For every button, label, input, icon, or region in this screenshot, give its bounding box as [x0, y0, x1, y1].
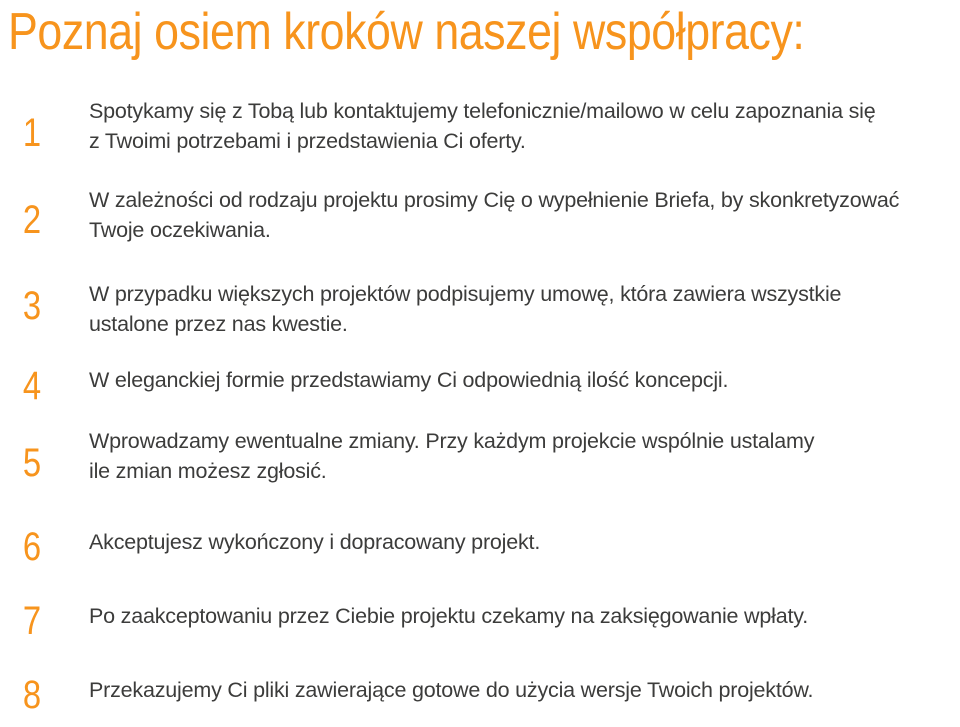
step-text: W zależności od rodzaju projektu prosimy Cię o wypełnienie Briefa, by skonkretyzować Twoje oczekiwania. — [89, 188, 900, 242]
step-number: 2 — [22, 198, 42, 242]
step-text: W przypadku większych projektów podpisujemy umowę, która zawiera wszystkie ustalone przez nas kwestie. — [89, 282, 842, 336]
step-text: Przekazujemy Ci pliki zawierające gotowe do użycia wersje Twoich projektów. — [89, 678, 814, 702]
step-text: Spotykamy się z Tobą lub kontaktujemy telefonicznie/mailowo w celu zapoznania się z Twoimi potrzebami i przedstawienia Ci oferty. — [89, 99, 876, 153]
step-text: Wprowadzamy ewentualne zmiany. Przy każdym projekcie wspólnie ustalamy ile zmian możesz zgłosić. — [89, 429, 815, 483]
step-number: 1 — [22, 111, 42, 155]
step-text: W eleganckiej formie przedstawiamy Ci odpowiednią ilość koncepcji. — [89, 368, 729, 392]
step-number: 4 — [22, 364, 42, 408]
step-text: Po zaakceptowaniu przez Ciebie projektu czekamy na zaksięgowanie wpłaty. — [89, 604, 808, 628]
step-text: Akceptujesz wykończony i dopracowany projekt. — [89, 530, 541, 554]
step-number: 3 — [22, 284, 42, 328]
page-title: Poznaj osiem kroków naszej współpracy: — [8, 3, 805, 61]
step-number: 7 — [22, 599, 42, 643]
step-number: 6 — [22, 525, 42, 569]
step-number: 5 — [22, 441, 42, 485]
step-number: 8 — [22, 673, 42, 717]
